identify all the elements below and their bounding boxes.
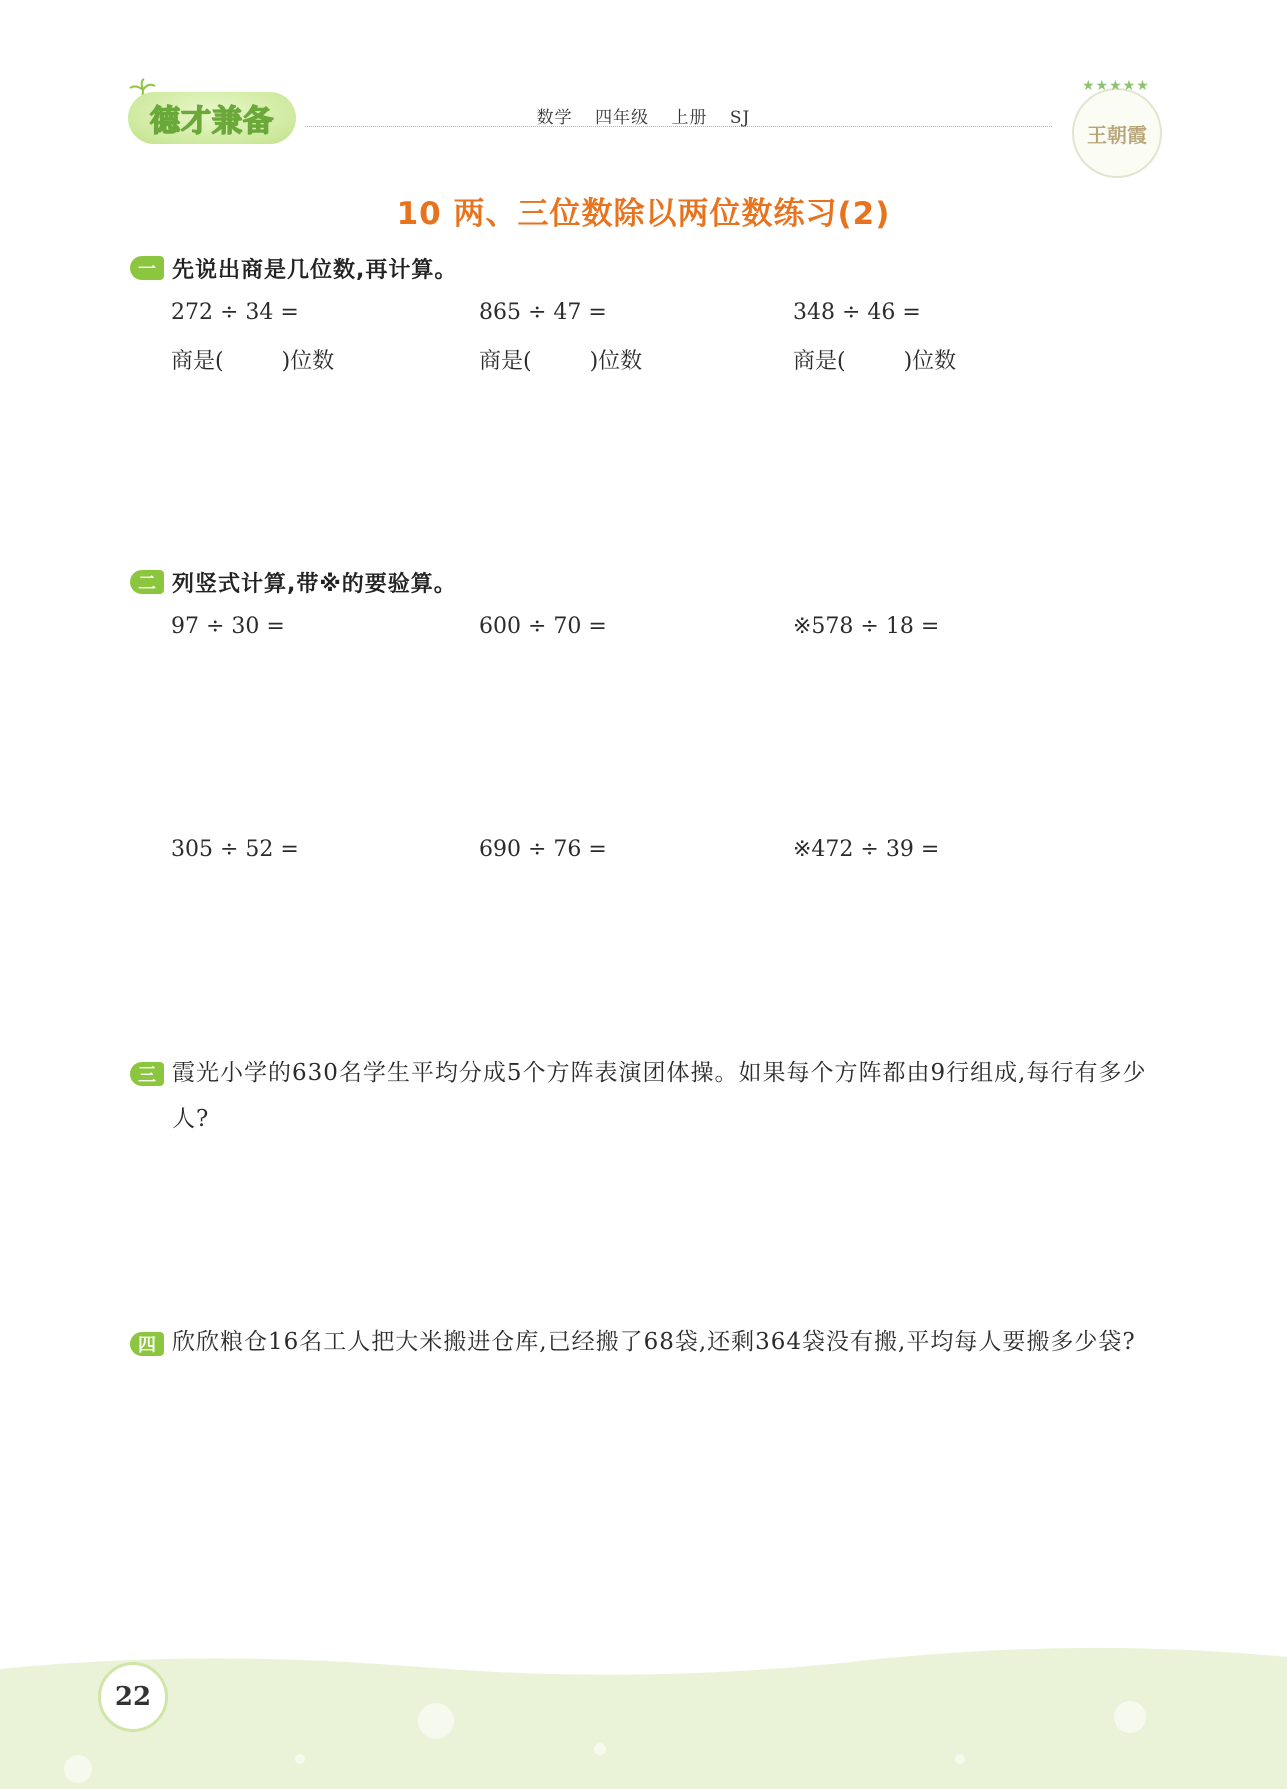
seal-text: 王朝霞 (1087, 122, 1147, 147)
section-badge-2: 二 (130, 570, 164, 594)
expression: ※472 ÷ 39 = (793, 837, 940, 862)
section-heading-1: 先说出商是几位数,再计算。 (172, 258, 458, 283)
expression: 600 ÷ 70 = (479, 614, 607, 639)
quotient-digits-prompt (171, 344, 334, 375)
expression: ※578 ÷ 18 = (793, 614, 940, 639)
expression: 865 ÷ 47 = (479, 300, 607, 325)
expression: 690 ÷ 76 = (479, 837, 607, 862)
section-badge-4: 四 (130, 1332, 164, 1356)
page-number: 22 (98, 1662, 168, 1732)
section-badge-3: 三 (130, 1062, 164, 1086)
publisher-seal (1072, 78, 1162, 178)
expression: 97 ÷ 30 = (171, 614, 285, 639)
header-grade: 四年级 (595, 108, 650, 128)
stars-icon: ★★★★★ (1082, 78, 1150, 94)
expression: 348 ÷ 46 = (793, 300, 921, 325)
footer-wave-decoration (0, 1639, 1287, 1789)
prompt-suffix: )位数 (589, 349, 643, 374)
prompt-prefix: 商是( (793, 349, 846, 374)
prompt-prefix: 商是( (479, 349, 532, 374)
section-heading-2: 列竖式计算,带※的要验算。 (172, 572, 457, 597)
prompt-prefix: 商是( (171, 349, 224, 374)
word-problem-3: 霞光小学的630名学生平均分成5个方阵表演团体操。如果每个方阵都由9行组成,每行有多少人? (172, 1060, 1147, 1132)
quotient-digits-prompt (793, 344, 956, 375)
section-badge-1: 一 (130, 256, 164, 280)
header-subject: 数学 (536, 108, 573, 128)
expression: 272 ÷ 34 = (171, 300, 299, 325)
expression: 305 ÷ 52 = (171, 837, 299, 862)
brand-logo-text: 德才兼备 (150, 104, 274, 139)
prompt-suffix: )位数 (903, 349, 957, 374)
quotient-digits-prompt (479, 344, 642, 375)
word-problem-4: 欣欣粮仓16名工人把大米搬进仓库,已经搬了68袋,还剩364袋没有搬,平均每人要搬多少袋? (172, 1329, 1136, 1355)
page-title: 10 两、三位数除以两位数练习(2) (396, 196, 891, 232)
header-volume: 上册 (671, 108, 708, 128)
header-edition: SJ (729, 108, 751, 128)
prompt-suffix: )位数 (281, 349, 335, 374)
